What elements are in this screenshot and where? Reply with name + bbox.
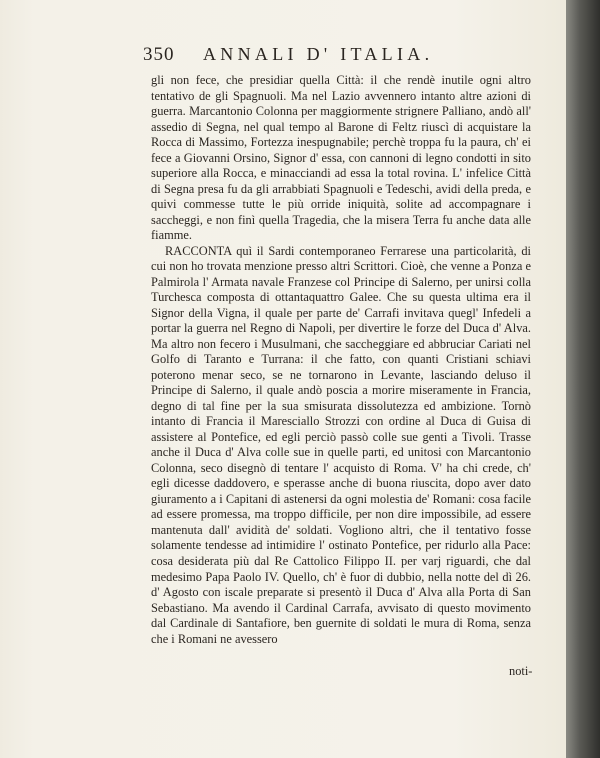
page-number: 350 — [143, 44, 175, 65]
body-text — [151, 73, 531, 647]
page-edge-shadow — [566, 0, 600, 758]
paragraph-2: RACCONTA quì il Sardi contemporaneo Ferrarese una particolarità, di cui non ho trovata menzione presso altri Scrittori. Cioè, che venne a Ponza e Palmirola l' Armata navale Franzese col Principe di Salerno, per unirsi colla Turchesca composta di ottantaquattro Galee. Che su questa ultima era il Signor della Vigna, il quale per parte de' Carrafi invitava quegl' Infedeli a portar la guerra nel Regno di Napoli, per divertire le forze del Duca d' Alva. Ma altro non fecero i Musulmani, che saccheggiare ed abbruciar Cariati nel Golfo di Taranto e Turrana: il che fatto, con quanti Cristiani schiavi poterono menar seco, se ne tornarono in Levante, lasciando deluso il Principe di Salerno, il quale andò poscia a morire miseramente in Francia, degno di tal fine per la sua smisurata dissolutezza ed ambizione. Tornò intanto di Francia il Maresciallo Strozzi con ordine al Duca di Guisa di assistere al Pontefice, ed egli perciò passò colle sue genti a Tivoli. Trasse anche il Duca d' Alva colle sue in quelle parti, ed unitosi con Marcantonio Colonna, seco disegnò di tentare l' acquisto di Roma. V' ha chi crede, ch' egli dicesse daddovero, e sperasse anche di buona riuscita, dopo aver dato giuramento a i Capitani di astenersi da ogni molestia de' Romani: cosa facile ad essere promessa, ma troppo difficile, per non dire impossibile, ad essere mantenuta dall' avidità de' soldati. Vogliono altri, che il tentativo fosse solamente tendesse ad intimidire l' ostinato Pontefice, per ridurlo alla Pace: cosa desiderata più dal Re Cattolico Filippo II. per varj riguardi, che dal medesimo Papa Paolo IV. Quello, ch' è fuor di dubbio, nella notte del dì 26. d' Agosto con iscale preparate si presentò il Duca d' Alva alla Porta di San Sebastiano. Ma avendo il Cardinal Carrafa, avvisato di questo movimento dal Cardinale di Santafiore, ben guernite di soldati le mura di Roma, senza che i Romani ne avessero — [151, 243, 531, 646]
running-head — [143, 44, 493, 66]
paragraph-1: gli non fece, che presidiar quella Città: il che rendè inutile ogni altro tentativo de gli Spagnuoli. Ma nel Lazio avvennero intanto altre azioni di guerra. Marcantonio Colonna per maggiormente strignere Palliano, andò all' assedio di Segna, nel qual tempo al Barone di Feltz riuscì di acquistare la Rocca di Massimo, Fortezza inespugnabile; perchè troppa fu la paura, ch' ei fece a Giovanni Orsino, Signor d' essa, con cannoni di legno condotti in sito superiore alla Rocca, e minacciandi ad essa la total rovina. L' infelice Città di Segna presa fu da gli arrabbiati Spagnuoli e Tedeschi, avidi della preda, e quivi commesse tutte le più orride iniquità, solite ad accompagnare i saccheggi, e non finì quella Tragedia, che la misera Terra fu anche data alle fiamme. — [151, 73, 531, 243]
running-title: ANNALI D' ITALIA. — [203, 44, 434, 64]
catchword: noti- — [509, 664, 533, 678]
show-through-marginalia — [97, 452, 139, 500]
